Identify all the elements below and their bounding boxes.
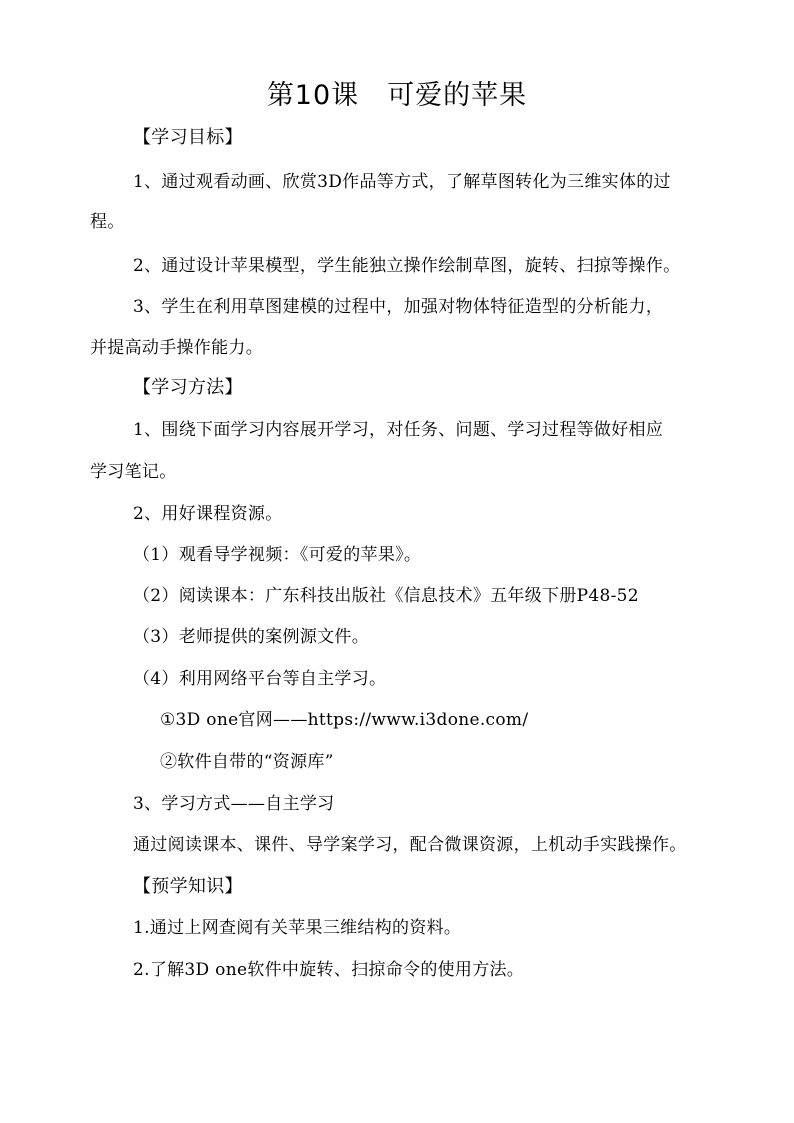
preview-heading: 【预学知识】 — [133, 876, 243, 897]
methods-item-1-line-1: 1、围绕下面学习内容展开学习，对任务、问题、学习过程等做好相应 — [133, 420, 664, 440]
goals-item-3-line-1: 3、学生在利用草图建模的过程中，加强对物体特征造型的分析能力， — [133, 297, 664, 317]
methods-item-2: 2、用好课程资源。 — [133, 504, 283, 524]
preview-item-1: 1.通过上网查阅有关苹果三维结构的资料。 — [133, 918, 462, 938]
preview-item-2: 2.了解3D one软件中旋转、扫掠命令的使用方法。 — [133, 960, 525, 980]
methods-sub-3: （3）老师提供的案例源文件。 — [133, 627, 370, 647]
goals-item-3-line-2: 并提高动手操作能力。 — [90, 338, 263, 358]
page-title: 第10课 可爱的苹果 — [266, 80, 528, 111]
goals-item-1-line-2: 程。 — [90, 212, 125, 232]
methods-item-1-line-2: 学习笔记。 — [90, 462, 177, 482]
goals-item-1-line-1: 1、通过观看动画、欣赏3D作品等方式，了解草图转化为三维实体的过 — [133, 172, 671, 192]
goals-item-2: 2、通过设计苹果模型，学生能独立操作绘制草图，旋转、扫掠等操作。 — [133, 256, 681, 276]
methods-heading: 【学习方法】 — [133, 377, 243, 398]
methods-sub-2: （2）阅读课本：广东科技出版社《信息技术》五年级下册P48-52 — [133, 586, 639, 606]
methods-sub-4b: ②软件自带的“资源库” — [160, 752, 334, 772]
methods-sub-4a: ①3D one官网——https://www.i3done.com/ — [160, 710, 529, 730]
goals-heading: 【学习目标】 — [133, 127, 243, 148]
methods-sub-1: （1）观看导学视频：《可爱的苹果》。 — [133, 545, 422, 565]
methods-item-3: 3、学习方式——自主学习 — [133, 794, 335, 814]
methods-sub-4: （4）利用网络平台等自主学习。 — [133, 669, 387, 689]
methods-item-3-desc: 通过阅读课本、课件、导学案学习，配合微课资源，上机动手实践操作。 — [133, 835, 687, 855]
